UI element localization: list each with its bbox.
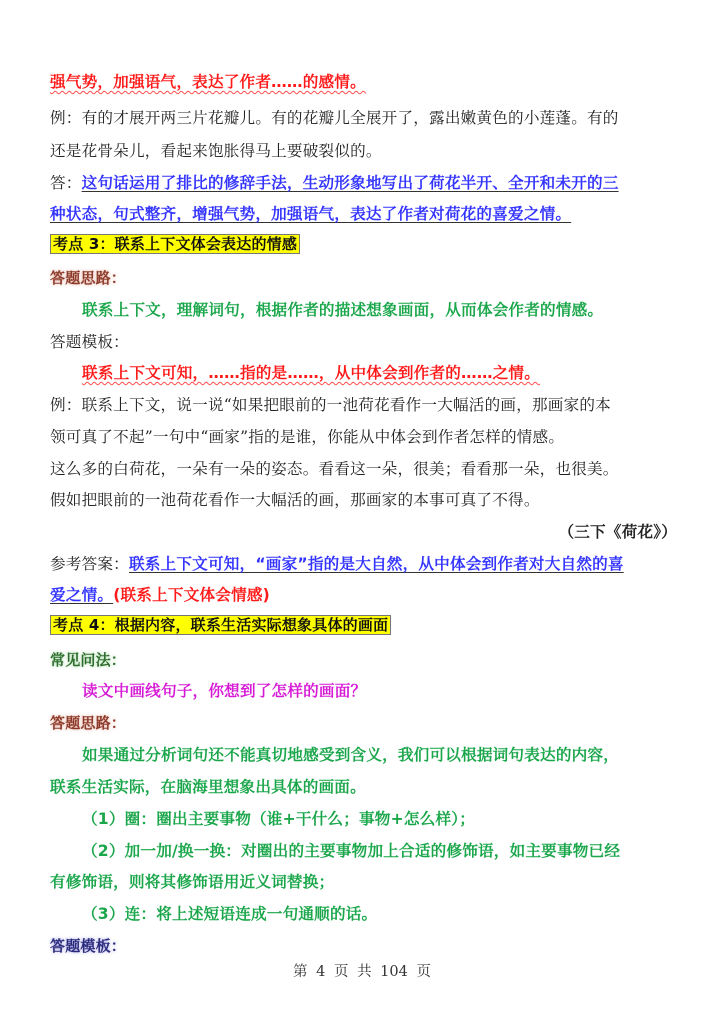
template-label: 答题模板： <box>50 333 129 351</box>
common-question-label-line <box>50 650 126 670</box>
step-3-text: （3）连：将上述短语连成一句通顺的话。 <box>82 905 378 923</box>
approach-text: 联系上下文，理解词句，根据作者的描述想象画面，从而体会作者的情感。 <box>82 301 604 319</box>
template-text: 联系上下文可知，……指的是……，从中体会到作者的……之情。 <box>82 364 541 382</box>
approach-line <box>50 777 366 797</box>
source-text: （三下《荷花》） <box>558 523 677 541</box>
template-line <box>50 363 540 383</box>
approach-label: 答题思路： <box>50 714 127 732</box>
step-line <box>50 809 475 829</box>
answer-line <box>50 173 619 193</box>
template-label: 答题模板： <box>50 937 127 955</box>
common-question-text: 读文中画线句子，你想到了怎样的画面？ <box>82 682 367 700</box>
step-line <box>50 841 620 861</box>
answer-text: 种状态，句式整齐，增强气势，加强语气，表达了作者对荷花的喜爱之情。 <box>50 205 572 223</box>
example-line: 领可真了不起”一句中“画家”指的是谁，你能从中体会到作者怎样的情感。 <box>50 428 565 446</box>
reference-text: 联系上下文可知，“画家”指的是大自然，从中体会到作者对大自然的喜 <box>128 555 624 573</box>
section-heading <box>50 234 300 254</box>
example-line: 例：有的才展开两三片花瓣儿。有的花瓣儿全展开了，露出嫩黄色的小莲蓬。有的 <box>50 109 619 127</box>
answer-prefix: 答： <box>50 174 82 192</box>
step-2-text: （2）加一加/换一换：对圈出的主要事物加上合适的修饰语，如主要事物已经 <box>82 842 621 860</box>
answer-text: 这句话运用了排比的修辞手法，生动形象地写出了荷花半开、全开和未开的三 <box>81 174 619 192</box>
approach-text: 联系生活实际，在脑海里想象出具体的画面。 <box>50 778 366 796</box>
page-footer: 第 4 页 共 104 页 <box>293 964 431 980</box>
approach-line <box>50 300 603 320</box>
answer-line <box>50 204 571 224</box>
source-citation <box>558 522 677 542</box>
common-question-line <box>50 681 366 701</box>
example-line: 还是花骨朵儿，看起来饱胀得马上要破裂似的。 <box>50 142 382 160</box>
passage-line: 假如把眼前的一池荷花看作一大幅活的画，那画家的本事可真了不得。 <box>50 491 540 509</box>
approach-label: 答题思路： <box>50 269 127 287</box>
approach-label-line <box>50 268 126 288</box>
reference-answer-line <box>50 585 270 605</box>
approach-text: 如果通过分析词句还不能真切地感受到含义，我们可以根据词句表达的内容， <box>82 746 619 764</box>
step-1-text: （1）圈：圈出主要事物（谁+干什么；事物+怎么样）； <box>82 810 476 828</box>
template-emphasis-text: 强气势，加强语气，表达了作者……的感情。 <box>50 73 366 91</box>
step-line <box>50 904 377 924</box>
approach-line <box>50 745 619 765</box>
section-heading <box>50 615 391 635</box>
example-line: 例：联系上下文，说一说“如果把眼前的一池荷花看作一大幅活的画，那画家的本 <box>50 396 611 414</box>
common-question-label: 常见问法： <box>50 651 127 669</box>
passage-line: 这么多的白荷花，一朵有一朵的姿态。看看这一朵，很美；看看那一朵，也很美。 <box>50 460 619 478</box>
reference-answer-line <box>50 554 624 574</box>
reference-note: (联系上下文体会情感) <box>113 586 270 604</box>
text-line <box>50 72 366 92</box>
template-label-line <box>50 936 126 956</box>
approach-label-line <box>50 713 126 733</box>
reference-text: 爱之情。 <box>50 586 114 604</box>
section-4-heading: 考点 4：根据内容，联系生活实际想象具体的画面 <box>50 615 391 635</box>
reference-label: 参考答案： <box>50 555 129 573</box>
step-line <box>50 872 334 892</box>
step-2-text: 有修饰语，则将其修饰语用近义词替换； <box>50 873 335 891</box>
section-3-heading: 考点 3：联系上下文体会表达的情感 <box>50 234 300 254</box>
